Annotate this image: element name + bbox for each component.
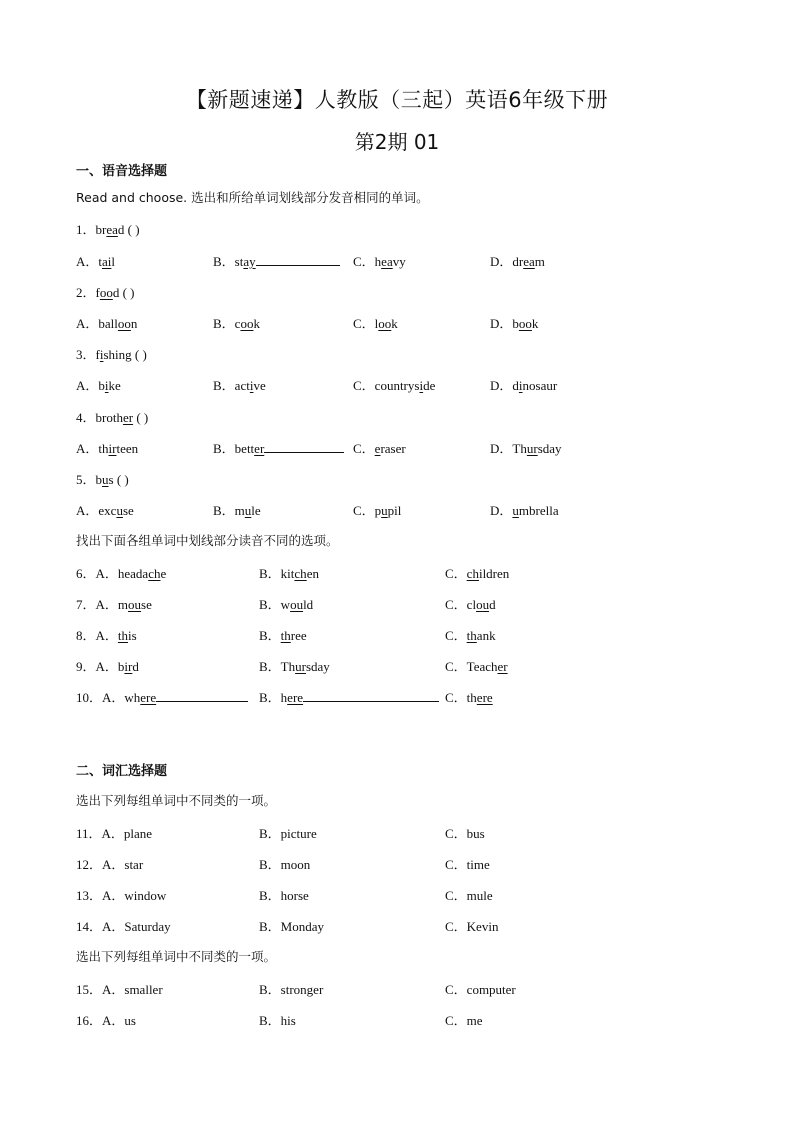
option-a[interactable]: 8．A．this (76, 628, 137, 643)
question-row (76, 594, 776, 612)
question-row (76, 1010, 776, 1028)
option-a[interactable]: A．thirteen (76, 441, 139, 456)
section-instruction: Read and choose. 选出和所给单词划线部分发音相同的单词。 (76, 190, 429, 205)
option-b[interactable]: B．stay (213, 251, 340, 270)
option-a[interactable]: 13．A．window (76, 888, 167, 903)
section-instruction: 选出下列每组单词中不同类的一项。 (76, 949, 277, 964)
option-b[interactable]: B．Thursday (259, 659, 330, 674)
question-row (76, 916, 776, 934)
option-b[interactable]: B．kitchen (259, 566, 319, 581)
question-stem: 2．food ( ) (76, 285, 135, 300)
option-a[interactable]: A．excuse (76, 503, 134, 518)
question-row (76, 625, 776, 643)
option-c[interactable]: C．computer (445, 982, 516, 997)
option-a[interactable]: 15．A．smaller (76, 982, 163, 997)
option-d[interactable]: D．dream (490, 254, 545, 269)
option-b[interactable]: B．picture (259, 826, 317, 841)
option-a[interactable]: 10．A．where (76, 687, 248, 706)
option-row (76, 313, 776, 331)
section-heading-vocabulary: 二、词汇选择题 (76, 764, 168, 779)
option-c[interactable]: C．look (353, 316, 398, 331)
option-c[interactable]: C．thank (445, 628, 496, 643)
section-heading-phonics: 一、语音选择题 (76, 164, 168, 179)
option-b[interactable]: B．horse (259, 888, 309, 903)
option-row (76, 251, 776, 269)
option-b[interactable]: B．Monday (259, 919, 325, 934)
option-b[interactable]: B．cook (213, 316, 260, 331)
question-row (76, 823, 776, 841)
option-a[interactable]: 11．A．plane (76, 826, 153, 841)
option-c[interactable]: C．bus (445, 826, 485, 841)
option-c[interactable]: C．Kevin (445, 919, 499, 934)
option-c[interactable]: C．cloud (445, 597, 496, 612)
option-b[interactable]: B．better (213, 438, 344, 457)
question-stem: 4．brother ( ) (76, 410, 149, 425)
option-b[interactable]: B．moon (259, 857, 311, 872)
option-d[interactable]: D．umbrella (490, 503, 559, 518)
option-a[interactable]: A．balloon (76, 316, 138, 331)
option-d[interactable]: D．book (490, 316, 539, 331)
option-row (76, 500, 776, 518)
question-stem: 1．bread ( ) (76, 222, 140, 237)
question-row (76, 979, 776, 997)
option-a[interactable]: 16．A．us (76, 1013, 136, 1028)
option-c[interactable]: C．children (445, 566, 510, 581)
option-a[interactable]: 14．A．Saturday (76, 919, 171, 934)
option-row (76, 438, 776, 456)
option-c[interactable]: C．Teacher (445, 659, 508, 674)
section-instruction: 找出下面各组单词中划线部分读音不同的选项。 (76, 533, 339, 548)
question-row (76, 687, 776, 705)
question-stem: 3．fishing ( ) (76, 347, 147, 362)
option-row (76, 375, 776, 393)
option-a[interactable]: 9．A．bird (76, 659, 139, 674)
option-c[interactable]: C．eraser (353, 441, 406, 456)
question-stem: 5．bus ( ) (76, 472, 129, 487)
option-c[interactable]: C．pupil (353, 503, 402, 518)
option-a[interactable]: 7．A．mouse (76, 597, 152, 612)
option-b[interactable]: B．three (259, 628, 307, 643)
section-instruction: 选出下列每组单词中不同类的一项。 (76, 793, 277, 808)
option-c[interactable]: C．me (445, 1013, 483, 1028)
question-row (76, 885, 776, 903)
option-c[interactable]: C．heavy (353, 254, 406, 269)
page-title: 【新题速递】人教版（三起）英语6年级下册 (185, 88, 609, 112)
question-row (76, 656, 776, 674)
option-c[interactable]: C．countryside (353, 378, 436, 393)
page-subtitle: 第2期 01 (354, 130, 440, 154)
option-b[interactable]: B．mule (213, 503, 261, 518)
option-c[interactable]: C．there (445, 690, 493, 705)
option-b[interactable]: B．his (259, 1013, 296, 1028)
option-a[interactable]: A．bike (76, 378, 121, 393)
option-d[interactable]: D．Thursday (490, 441, 562, 456)
option-b[interactable]: B．here (259, 687, 439, 706)
option-b[interactable]: B．active (213, 378, 266, 393)
option-d[interactable]: D．dinosaur (490, 378, 558, 393)
option-a[interactable]: 12．A．star (76, 857, 144, 872)
question-row (76, 854, 776, 872)
option-b[interactable]: B．would (259, 597, 314, 612)
option-c[interactable]: C．mule (445, 888, 493, 903)
question-row (76, 563, 776, 581)
option-a[interactable]: 6．A．headache (76, 566, 167, 581)
option-b[interactable]: B．stronger (259, 982, 324, 997)
option-c[interactable]: C．time (445, 857, 490, 872)
option-a[interactable]: A．tail (76, 254, 116, 269)
